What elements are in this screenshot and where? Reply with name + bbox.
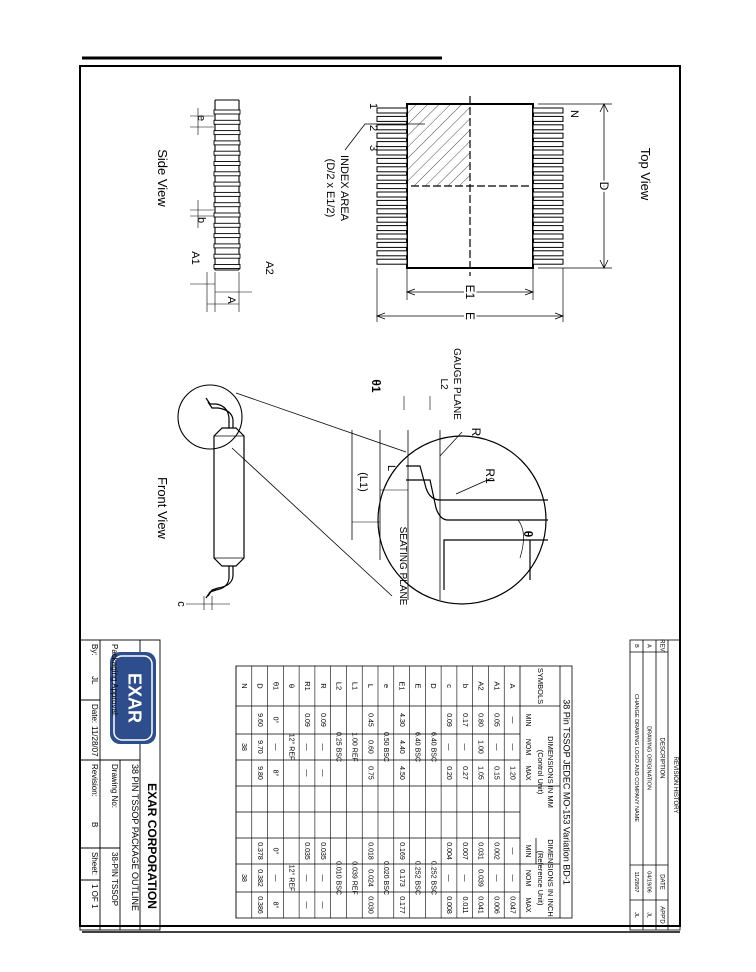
lead-pin [377, 200, 407, 205]
drawing-no-label: Drawing No: [110, 764, 119, 809]
side-dim-a: A [225, 296, 237, 304]
table-cell: 0.45 [366, 713, 374, 727]
lead-pin [533, 125, 563, 130]
sheet-label: Sheet: [90, 852, 99, 876]
table-cell: — [508, 743, 516, 751]
side-view-title: Side View [155, 149, 170, 207]
side-lead [214, 131, 240, 135]
table-cell: 0.035 [303, 842, 311, 860]
table-cell: 8° [271, 901, 279, 909]
table-cell: 0.50 BSC [382, 732, 390, 762]
lead-pin [377, 125, 407, 130]
inch-header: DIMENSIONS IN INCH [546, 839, 556, 917]
side-lead [214, 172, 240, 176]
lead-pin [533, 167, 563, 172]
gauge-plane-label: GAUGE PLANE [451, 348, 462, 420]
table-cell: 12° REF [287, 864, 295, 892]
lead-pin [377, 142, 407, 147]
pin-2-label: 2 [367, 124, 379, 132]
top-view-title: Top View [638, 147, 653, 201]
table-cell: — [508, 716, 516, 724]
rev-cell: DRAWING ORIGINATION [645, 726, 652, 790]
package-title: 38 PIN TSSOP PACKAGE OUTLINE [130, 764, 140, 912]
table-cell: 0.382 [255, 869, 263, 887]
table-cell: 0.018 [366, 842, 374, 860]
rev-header: APP'D [658, 906, 665, 924]
revision-value: B [90, 822, 99, 828]
table-row-symbol: D [429, 683, 439, 689]
table-cell: 0.002 [492, 842, 500, 860]
lead-pin [377, 116, 407, 121]
table-cell: 0.09 [303, 713, 311, 727]
table-cell: 4.40 [397, 740, 405, 754]
table-cell: — [271, 874, 279, 882]
table-cell: 0.20 [445, 766, 453, 780]
side-dim-e: e [195, 114, 207, 122]
date-value: 11/28/07 [90, 726, 99, 757]
table-cell: 0.031 [476, 842, 484, 860]
table-cell: — [460, 743, 468, 751]
rev-history-title: REVISION HISTORY [672, 756, 678, 814]
table-row-symbol: e [381, 683, 391, 689]
logo-text: EXAR [124, 672, 145, 724]
lead-pin [377, 234, 407, 239]
table-cell: 9.70 [255, 740, 263, 754]
table-cell: — [303, 769, 311, 777]
rev-header: DATE [658, 874, 665, 890]
index-area-label: INDEX AREA [338, 154, 350, 222]
lead-pin [377, 259, 407, 264]
lead-pin [533, 108, 563, 113]
table-row-symbol: L [366, 683, 376, 689]
r1-label: R1 [483, 468, 497, 484]
side-lead [214, 213, 240, 217]
rev-cell: JL [633, 912, 640, 918]
lead-pin [533, 184, 563, 189]
table-cell: — [508, 847, 516, 855]
lead-pin [533, 192, 563, 197]
col-label: NOM [524, 738, 532, 756]
rev-cell: 04/19/06 [645, 871, 652, 893]
table-cell: 0.010 BSC [334, 861, 342, 895]
side-dim-a2: A2 [263, 261, 275, 275]
seating-plane-label: SEATING PLANE [397, 526, 408, 606]
lead-pin [533, 158, 563, 163]
table-cell: 0.17 [460, 713, 468, 727]
front-view-title: Front View [155, 477, 170, 539]
table-row-symbol: D [255, 683, 265, 689]
table-cell: 0.25 BSC [334, 732, 342, 762]
lead-pin [377, 167, 407, 172]
table-row-symbol: θ [287, 683, 297, 689]
table-cell: 0.039 REF [350, 861, 358, 895]
table-cell: 0.173 [397, 869, 405, 887]
table-cell: 0.177 [397, 896, 405, 914]
table-cell: 0.252 BSC [413, 861, 421, 895]
side-lead [214, 110, 240, 114]
index-area-hatch [407, 104, 470, 186]
table-cell: 0.27 [460, 766, 468, 780]
table-cell: 0.039 [476, 869, 484, 887]
sheet-value: 1 OF 1 [90, 884, 99, 909]
table-cell: 12° REF [287, 733, 295, 761]
revision-label: Revision: [90, 764, 99, 797]
side-lead [214, 192, 240, 196]
table-cell: 0.80 [476, 713, 484, 727]
table-cell: 0.030 [366, 896, 374, 914]
table-cell: — [445, 743, 453, 751]
table-row-symbol: θ1 [271, 681, 281, 691]
rev-header: DESCRIPTION [658, 737, 665, 779]
lead-pin [533, 259, 563, 264]
drawing-no-value: 38-PIN TSSOP [110, 852, 119, 907]
rev-cell: B [633, 644, 640, 648]
pin-n-label: N [568, 110, 580, 118]
table-cell: 0.169 [397, 842, 405, 860]
lead-pin [533, 200, 563, 205]
table-cell: — [271, 743, 279, 751]
lead-pin [533, 226, 563, 231]
table-cell: — [318, 743, 326, 751]
lead-pin [533, 242, 563, 247]
index-area-sub: (D/2 x E1/2) [324, 158, 336, 218]
lead-pin [377, 150, 407, 155]
lead-pin [533, 175, 563, 180]
table-cell: 0° [271, 716, 279, 724]
theta-label: θ [521, 530, 535, 538]
table-cell: — [318, 874, 326, 882]
rev-cell: 11/28/07 [633, 871, 640, 893]
lead-pin [533, 142, 563, 147]
lead-pin [533, 234, 563, 239]
table-cell: 9.60 [255, 713, 263, 727]
table-cell: — [303, 874, 311, 882]
table-cell: — [318, 901, 326, 909]
col-label: NOM [524, 869, 532, 887]
company-name: EXAR CORPORATION [145, 783, 159, 909]
side-lead [214, 203, 240, 207]
side-lead [214, 120, 240, 124]
side-lead [214, 151, 240, 155]
table-row-symbol: b [460, 683, 470, 689]
side-lead [214, 244, 240, 248]
table-cell: 1.20 [508, 766, 516, 780]
l1-label: (L1) [357, 472, 369, 492]
rev-cell: A [645, 644, 652, 648]
table-cell: — [460, 874, 468, 882]
packaging-approval-label: Packaging Approval: [110, 644, 119, 717]
side-lead [214, 223, 240, 227]
table-cell: — [303, 901, 311, 909]
dim-table-title: 38 Pin TSSOP JEDEC MO-153 Variation BD-1 [561, 699, 572, 885]
col-label: MIN [524, 844, 532, 858]
lead-pin [377, 251, 407, 256]
pin-3-label: 3 [367, 144, 379, 152]
symbols-header: SYMBOLS [536, 667, 546, 705]
table-cell: — [492, 743, 500, 751]
side-lead [214, 265, 240, 269]
lead-pin [377, 133, 407, 138]
table-cell: 0.011 [460, 896, 468, 914]
table-row-symbol: E [413, 683, 423, 689]
table-cell: 4.50 [397, 766, 405, 780]
table-cell: 38 [240, 743, 248, 751]
by-label: By: [90, 644, 99, 656]
dim-d-label: D [597, 181, 611, 191]
lead-pin [377, 175, 407, 180]
table-cell: 6.40 BSC [429, 732, 437, 762]
lead-pin [377, 226, 407, 231]
lead-pin [377, 108, 407, 113]
table-cell: 0° [271, 847, 279, 855]
lead-pin [377, 192, 407, 197]
table-cell: 0.024 [366, 869, 374, 887]
table-cell: — [318, 769, 326, 777]
rev-cell: CHANGE DRAWING LOGO AND COMPANY NAME [633, 694, 640, 822]
side-lead [214, 182, 240, 186]
side-dim-a1: A1 [189, 251, 201, 265]
side-lead [214, 254, 240, 258]
lead-pin [533, 116, 563, 121]
mm-sub: (Control Unit) [536, 749, 546, 795]
date-label: Date: [90, 704, 99, 724]
table-cell: 1.05 [476, 766, 484, 780]
side-lead [214, 234, 240, 238]
table-cell: — [508, 874, 516, 882]
table-cell: 0.035 [318, 842, 326, 860]
table-row-symbol: A2 [476, 681, 486, 691]
rev-cell: JL [645, 912, 652, 918]
table-cell: 0.05 [492, 713, 500, 727]
table-cell: 0.75 [366, 766, 374, 780]
lead-pin [377, 209, 407, 214]
by-value: JL [90, 676, 99, 685]
table-cell: — [492, 874, 500, 882]
mm-header: DIMENSIONS IN MM [546, 736, 556, 808]
table-row-symbol: c [445, 684, 455, 688]
lead-pin [377, 158, 407, 163]
table-cell: 9.80 [255, 766, 263, 780]
lead-pin [533, 209, 563, 214]
rev-header: REV. [658, 639, 665, 653]
table-cell: 0.006 [492, 896, 500, 914]
table-cell: 0.007 [460, 842, 468, 860]
col-label: MAX [524, 765, 532, 781]
table-row-symbol: L1 [350, 681, 360, 691]
table-cell: — [303, 743, 311, 751]
table-cell: — [445, 874, 453, 882]
table-cell: 0.047 [508, 896, 516, 914]
side-dim-b: b [195, 216, 207, 224]
table-row-symbol: R1 [303, 681, 313, 691]
table-row-symbol: A [508, 683, 518, 689]
pin-1-label: 1 [367, 102, 379, 110]
table-row-symbol: N [239, 683, 249, 689]
table-cell: 6.40 BSC [413, 732, 421, 762]
table-cell: 1.00 REF [350, 732, 358, 762]
table-cell: 0.004 [445, 842, 453, 860]
lead-pin [377, 217, 407, 222]
lead-pin [377, 184, 407, 189]
lead-pin [533, 150, 563, 155]
dim-e-label: E [463, 311, 477, 321]
table-cell: 8° [271, 769, 279, 777]
table-row-symbol: E1 [397, 681, 407, 691]
table-cell: 0.020 BSC [382, 861, 390, 895]
side-lead [214, 141, 240, 145]
table-cell: 0.15 [492, 766, 500, 780]
table-cell: 0.60 [366, 740, 374, 754]
table-cell: 0.386 [255, 896, 263, 914]
table-cell: 0.09 [445, 713, 453, 727]
lead-pin [533, 251, 563, 256]
table-cell: 0.378 [255, 842, 263, 860]
table-row-symbol: A1 [492, 681, 502, 691]
table-cell: 0.09 [318, 713, 326, 727]
table-cell: 0.252 BSC [429, 861, 437, 895]
table-cell: 0.041 [476, 896, 484, 914]
table-row-symbol: L2 [334, 681, 344, 691]
c-label: c [175, 601, 187, 607]
col-label: MIN [524, 713, 532, 727]
col-label: MAX [524, 897, 532, 913]
table-cell: 1.00 [476, 740, 484, 754]
lead-pin [377, 242, 407, 247]
r-label: R [469, 427, 483, 437]
inch-sub: (Reference Unit) [536, 850, 546, 906]
table-cell: 0.008 [445, 896, 453, 914]
l2-label: L2 [438, 378, 449, 390]
table-cell: 4.30 [397, 713, 405, 727]
l-label: L [385, 464, 397, 472]
table-row-symbol: R [318, 683, 328, 689]
theta1-label: θ1 [369, 379, 383, 393]
lead-pin [533, 133, 563, 138]
dim-e1-label: E1 [463, 284, 477, 300]
side-lead [214, 162, 240, 166]
table-cell: 38 [240, 874, 248, 882]
lead-pin [533, 217, 563, 222]
